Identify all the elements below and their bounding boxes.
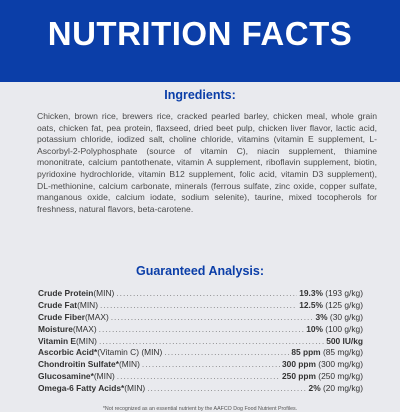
nutrient-detail: (20 mg/kg): [320, 382, 363, 393]
dot-leader: [99, 324, 305, 336]
analysis-row-vitamin-e: [38, 336, 363, 348]
nutrient-amount: 19.3%: [299, 288, 323, 299]
analysis-row-glucosamine: [38, 371, 363, 383]
nutrient-qualifier: (MAX): [72, 323, 97, 334]
nutrient-qualifier: (MIN): [77, 300, 99, 311]
nutrient-detail: (30 g/kg): [327, 311, 363, 322]
nutrient-amount: 85 ppm: [291, 347, 321, 358]
dot-leader: [111, 312, 314, 324]
analysis-row-crude-fat: [38, 300, 363, 312]
analysis-row-crude-protein: [38, 288, 363, 300]
nutrient-qualifier: (MIN): [93, 370, 115, 381]
nutrient-value: [306, 324, 363, 336]
nutrient-amount: 10%: [306, 323, 323, 334]
nutrient-value: [316, 312, 364, 324]
analysis-row-omega-6: [38, 383, 363, 395]
nutrient-amount: 300 ppm: [282, 359, 316, 370]
nutrient-qualifier: (MIN): [124, 382, 146, 393]
nutrient-detail: (100 g/kg): [322, 323, 363, 334]
nutrient-detail: (125 g/kg): [322, 300, 363, 311]
analysis-row-ascorbic-acid: [38, 347, 363, 359]
analysis-title: Guaranteed Analysis:: [135, 264, 265, 279]
dot-leader: [164, 347, 289, 359]
dot-leader: [100, 300, 297, 312]
nutrient-detail: (300 mg/kg): [315, 359, 363, 370]
nutrient-detail: (193 g/kg): [322, 288, 363, 299]
ingredients-text: Chicken, brown rice, brewers rice, cracked pearled barley, chicken meal, whole grain oats, chicken fat, pea protein, flaxseed, dried beet pulp, chicken liver flavor, lactic acid, potassium chloride, iodized salt, choline chloride, vitamins (vitamin E supplement, L-Ascorbyl-2-Polyphosphate (source of vitamin C), niacin supplement, thiamine mononitrate, calcium pantothenate, vitamin A supplement, riboflavin supplement, biotin, pyridoxine hydrochloride, vitamin B12 supplement, folic acid, vitamin D3 supplement), DL-methionine, calcium carbonate, minerals (ferrous sulfate, zinc oxide, copper sulfate, manganous oxide, calcium iodate, sodium selenite), taurine, mixed tocopherols for freshness, natural flavors, beta-carotene.: [37, 111, 377, 214]
ingredients-title: Ingredients:: [164, 88, 236, 102]
header-banner: [0, 0, 400, 82]
nutrient-name: Ascorbic Acid*: [38, 347, 98, 358]
nutrient-name: Moisture: [38, 323, 73, 334]
analysis-table: [38, 288, 363, 394]
nutrient-amount: 250 ppm: [282, 370, 316, 381]
page-title: NUTRITION FACTS: [47, 15, 353, 52]
nutrient-value: [299, 288, 363, 300]
nutrient-name: Crude Fiber: [38, 311, 85, 322]
nutrient-qualifier: (MAX): [85, 311, 109, 322]
nutrient-name: Vitamin E: [38, 335, 77, 346]
dot-leader: [117, 371, 280, 383]
nutrient-value: [326, 336, 363, 348]
analysis-row-crude-fiber: [38, 312, 363, 324]
nutrient-amount: 2%: [308, 382, 321, 393]
nutrient-qualifier: (Vitamin C) (MIN): [97, 347, 163, 358]
nutrient-value: [282, 371, 363, 383]
nutrient-qualifier: (MIN): [93, 288, 115, 299]
nutrient-qualifier: (MIN): [76, 335, 97, 346]
dot-leader: [142, 359, 280, 371]
dot-leader: [99, 336, 324, 348]
nutrient-value: [291, 347, 363, 359]
dot-leader: [116, 288, 297, 300]
nutrient-qualifier: (MIN): [118, 359, 140, 370]
analysis-row-chondroitin-sulfate: [38, 359, 363, 371]
nutrient-name: Chondroitin Sulfate*: [38, 359, 119, 370]
nutrient-name: Omega-6 Fatty Acids*: [38, 382, 125, 393]
nutrient-detail: (85 mg/kg): [320, 347, 363, 358]
footnote: *Not recognized as an essential nutrient by the AAFCO Dog Food Nutrient Profiles.: [102, 405, 298, 412]
nutrient-value: [282, 359, 363, 371]
dot-leader: [147, 383, 306, 395]
nutrient-amount: 500 IU/kg: [326, 335, 363, 346]
nutrient-detail: (250 mg/kg): [315, 370, 363, 381]
nutrient-amount: 12.5%: [299, 300, 323, 311]
nutrient-name: Glucosamine*: [38, 370, 94, 381]
nutrient-name: Crude Fat: [38, 300, 78, 311]
nutrient-amount: 3%: [315, 311, 328, 322]
nutrient-value: [309, 383, 363, 395]
nutrient-value: [299, 300, 363, 312]
analysis-row-moisture: [38, 324, 363, 336]
nutrient-name: Crude Protein: [38, 288, 94, 299]
